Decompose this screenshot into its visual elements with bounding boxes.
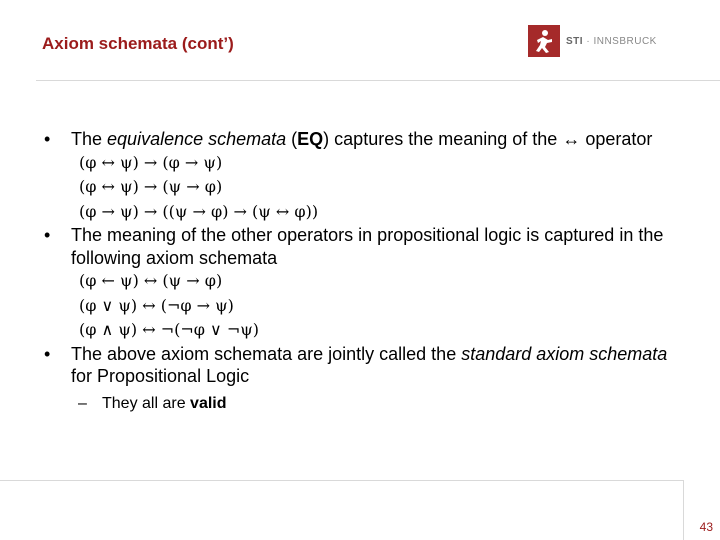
term-equivalence-schemata: equivalence schemata	[107, 129, 287, 149]
slide-content	[44, 128, 684, 414]
term-standard-axiom-schemata: standard axiom schemata	[461, 343, 668, 364]
bullet-other-operators: • The meaning of the other operators in propositional logic is captured in the following axiom schemata	[44, 225, 664, 268]
page-number: 43	[699, 520, 713, 534]
term-eq: EQ	[297, 129, 324, 149]
footer-divider	[0, 480, 684, 481]
formula: (φ ↔ ψ) → (φ → ψ)	[79, 152, 223, 172]
logo-wordmark: STI · INNSBRUCK	[566, 35, 657, 47]
header-divider	[36, 80, 720, 81]
slide-title: Axiom schemata (cont’)	[42, 34, 234, 53]
sti-innsbruck-logo	[528, 25, 657, 57]
formula: (φ ∧ ψ) ↔ ¬(¬φ ∨ ¬ψ)	[79, 320, 260, 339]
sub-bullet-valid: – They all are valid	[78, 394, 227, 412]
formula: (φ → ψ) → ((ψ → φ) → (ψ ↔ φ))	[79, 201, 319, 221]
formula: (φ ∨ ψ) ↔ (¬φ → ψ)	[79, 295, 234, 315]
sub-bullet-marker: –	[78, 394, 87, 412]
footer-vertical-divider	[683, 480, 684, 540]
bullet-marker: •	[44, 129, 51, 149]
bullet-marker: •	[44, 343, 51, 364]
formula: (φ ↔ ψ) → (ψ → φ)	[79, 177, 223, 196]
bullet-standard-axiom-schemata: • The above axiom schemata are jointly called the standard axiom schemata for Propositional Logic	[44, 343, 668, 386]
bullet-marker: •	[44, 225, 51, 245]
bullet-equivalence-schemata: • The equivalence schemata (EQ) captures the meaning of the ↔ operator	[44, 129, 653, 149]
term-valid: valid	[190, 394, 227, 412]
formula: (φ ← ψ) ↔ (ψ → φ)	[79, 271, 223, 290]
sti-logo-icon	[528, 25, 560, 57]
